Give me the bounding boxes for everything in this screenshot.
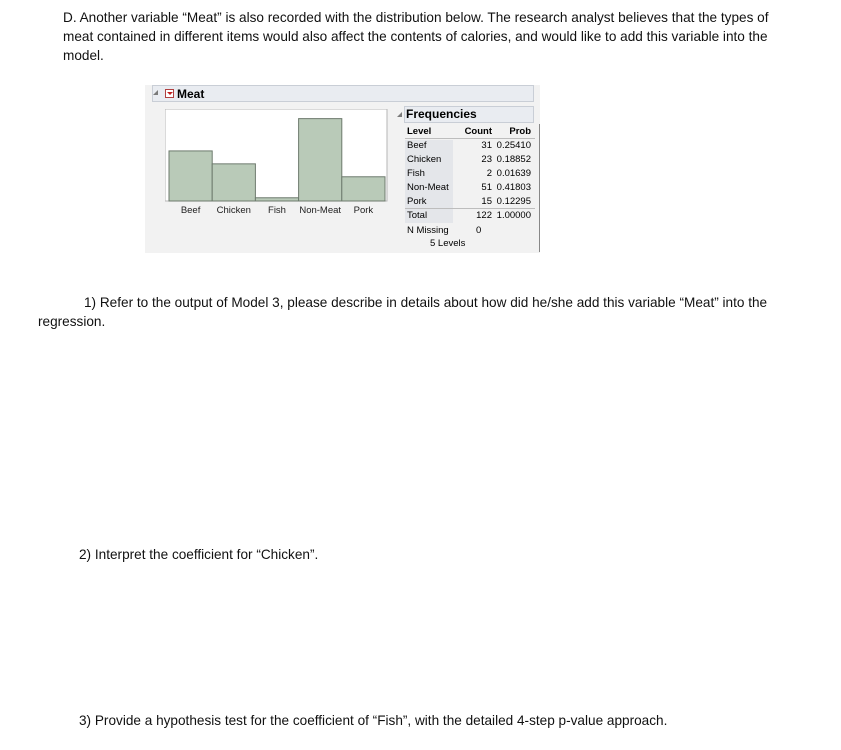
meat-histogram xyxy=(165,109,390,224)
table-row xyxy=(405,196,535,209)
disclosure-triangle-icon[interactable] xyxy=(153,90,158,95)
count-cell: 122 xyxy=(476,210,492,221)
disclosure-triangle-icon[interactable] xyxy=(397,112,402,117)
bar-beef xyxy=(169,151,212,201)
count-cell: 23 xyxy=(481,154,492,165)
bar-fish xyxy=(255,198,298,201)
bar-chicken xyxy=(212,164,255,201)
intro-paragraph: D. Another variable “Meat” is also recorded with the distribution below. The research analyst believes that the types of meat contained in different items would also affect the contents of calories, and would like to add this variable into the model. xyxy=(63,10,769,63)
header-count: Count xyxy=(464,126,492,137)
prob-cell: 1.00000 xyxy=(496,210,531,221)
header-prob: Prob xyxy=(509,126,531,137)
x-tick-label: Non-Meat xyxy=(299,205,342,216)
n-missing-label: N Missing xyxy=(407,225,449,236)
x-tick-label: Beef xyxy=(180,205,201,216)
count-cell: 15 xyxy=(481,196,492,207)
total-row xyxy=(405,210,535,223)
x-tick-label: Chicken xyxy=(216,205,251,216)
question-2: 2) Interpret the coefficient for “Chicken”. xyxy=(79,547,319,562)
count-cell: 31 xyxy=(481,140,492,151)
count-cell: 2 xyxy=(486,168,492,179)
level-cell: Non-Meat xyxy=(407,182,449,193)
panel-border xyxy=(539,124,540,252)
frequencies-title: Frequencies xyxy=(406,107,477,121)
table-row xyxy=(405,182,535,195)
level-cell: Chicken xyxy=(407,154,442,165)
level-cell: Fish xyxy=(407,168,425,179)
prob-cell: 0.12295 xyxy=(496,196,531,207)
prob-cell: 0.01639 xyxy=(496,168,531,179)
header-level: Level xyxy=(407,126,432,137)
question-1-text: 1) Refer to the output of Model 3, please describe in details about how did he/she add this variable “Meat” into the regression. xyxy=(38,295,768,329)
question-3: 3) Provide a hypothesis test for the coefficient of “Fish”, with the detailed 4-step p-value approach. xyxy=(79,713,668,728)
question-1 xyxy=(38,293,818,331)
red-triangle-menu-icon[interactable] xyxy=(165,89,174,98)
x-tick-label: Pork xyxy=(353,205,374,216)
level-cell: Pork xyxy=(407,196,427,207)
bar-pork xyxy=(342,177,385,201)
table-header-row xyxy=(405,126,535,139)
prob-cell: 0.18852 xyxy=(496,154,531,165)
table-row xyxy=(405,154,535,167)
prob-cell: 0.41803 xyxy=(496,182,531,193)
level-cell: Beef xyxy=(407,140,427,151)
x-tick-label: Fish xyxy=(268,205,286,216)
level-cell: Total xyxy=(407,210,428,221)
levels-count: 5 Levels xyxy=(430,238,466,249)
meat-title: Meat xyxy=(177,87,205,101)
count-cell: 51 xyxy=(481,182,492,193)
bar-non-meat xyxy=(299,119,342,201)
prob-cell: 0.25410 xyxy=(496,140,531,151)
meat-outline-header[interactable] xyxy=(152,85,534,102)
n-missing-value: 0 xyxy=(476,225,482,236)
table-row xyxy=(405,140,535,153)
table-row xyxy=(405,168,535,181)
